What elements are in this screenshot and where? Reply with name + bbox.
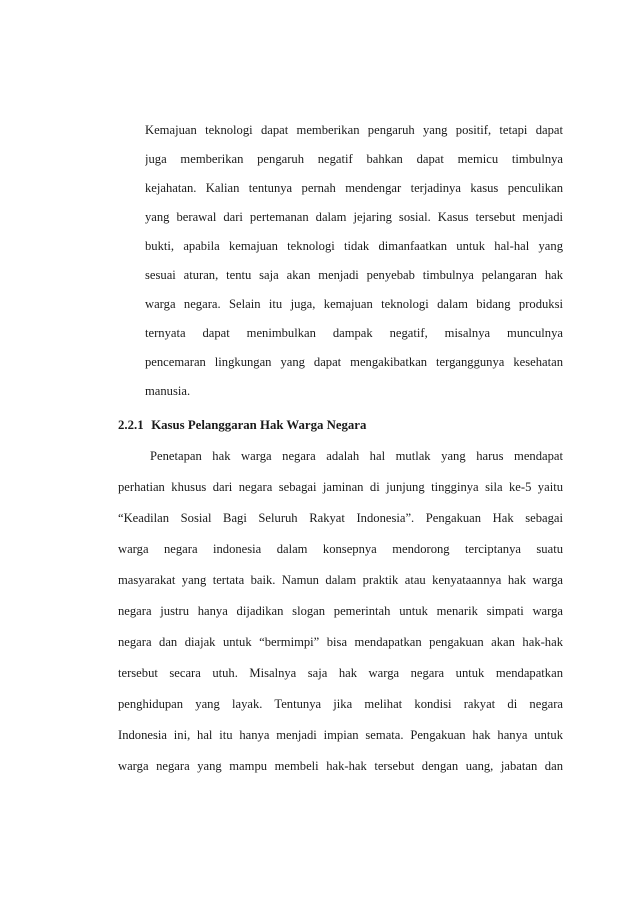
text-line: juga memberikan pengaruh negatif bahkan dapat memicu timbulnya [145, 152, 563, 166]
text-line: Penetapan hak warga negara adalah hal mutlak yang harus mendapat [150, 449, 563, 463]
text-line: tersebut secara utuh. Misalnya saja hak warga negara untuk mendapatkan [118, 666, 563, 680]
text-line: manusia. [145, 384, 191, 398]
text-line: ternyata dapat menimbulkan dampak negatif, misalnya munculnya [145, 326, 563, 340]
text-line: negara dan diajak untuk “bermimpi” bisa mendapatkan pengakuan akan hak-hak [118, 635, 563, 649]
text-line: penghidupan yang layak. Tentunya jika melihat kondisi rakyat di negara [118, 697, 563, 711]
text-line: warga negara indonesia dalam konsepnya mendorong terciptanya suatu [118, 542, 563, 556]
text-line: pencemaran lingkungan yang dapat mengakibatkan terganggunya kesehatan [145, 355, 563, 369]
text-line: kejahatan. Kalian tentunya pernah mendengar terjadinya kasus penculikan [145, 181, 563, 195]
text-line: Indonesia ini, hal itu hanya menjadi impian semata. Pengakuan hak hanya untuk [118, 728, 563, 742]
text-line: perhatian khusus dari negara sebagai jaminan di junjung tingginya sila ke-5 yaitu [118, 480, 563, 494]
section-heading [118, 417, 366, 433]
text-line: warga negara. Selain itu juga, kemajuan teknologi dalam bidang produksi [145, 297, 563, 311]
text-line: bukti, apabila kemajuan teknologi tidak dimanfaatkan untuk hal-hal yang [145, 239, 563, 253]
text-line: sesuai aturan, tentu saja akan menjadi penyebab timbulnya pelangaran hak [145, 268, 563, 282]
text-line: Kemajuan teknologi dapat memberikan pengaruh yang positif, tetapi dapat [145, 123, 563, 137]
text-line: masyarakat yang tertata baik. Namun dalam praktik atau kenyataannya hak warga [118, 573, 563, 587]
text-line: yang berawal dari pertemanan dalam jejaring sosial. Kasus tersebut menjadi [145, 210, 563, 224]
text-line: warga negara yang mampu membeli hak-hak tersebut dengan uang, jabatan dan [118, 759, 563, 773]
text-line: negara justru hanya dijadikan slogan pemerintah untuk menarik simpati warga [118, 604, 563, 618]
section-number: 2.2.1 [118, 418, 144, 432]
section-title: Kasus Pelanggaran Hak Warga Negara [151, 418, 367, 432]
text-line: “Keadilan Sosial Bagi Seluruh Rakyat Indonesia”. Pengakuan Hak sebagai [118, 511, 563, 525]
